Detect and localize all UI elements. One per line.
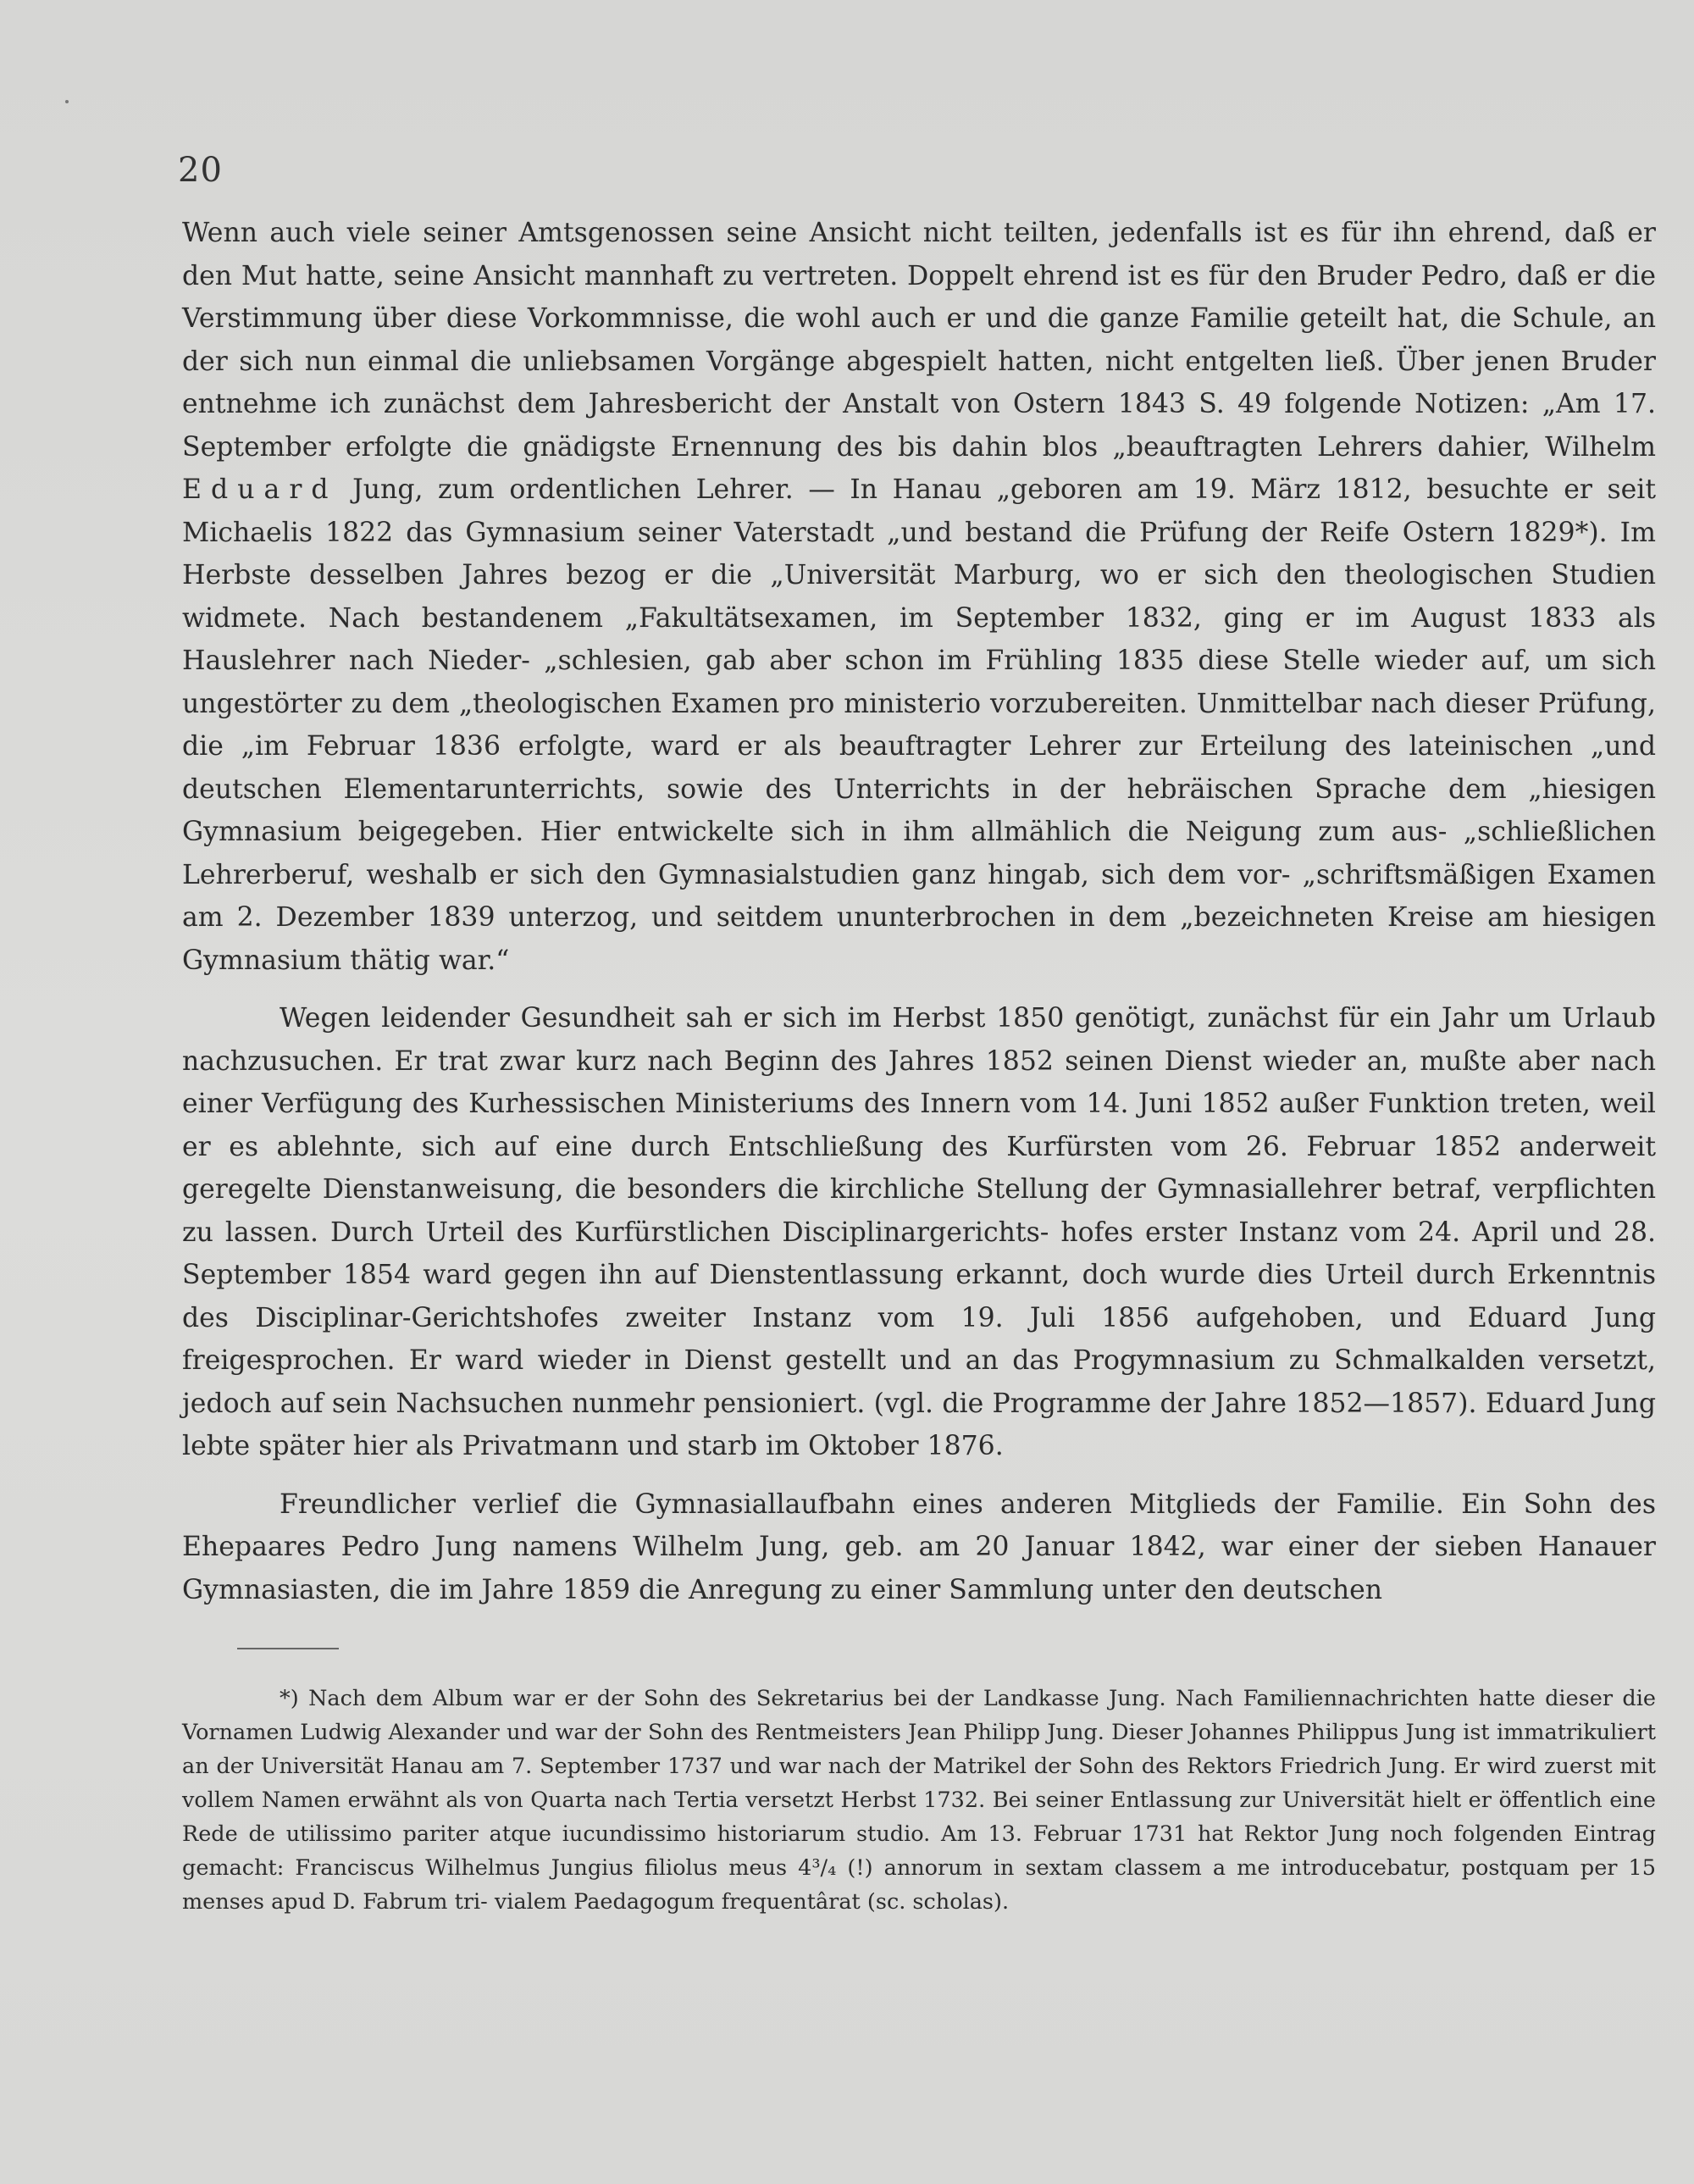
paragraph-1-part-1: Wenn auch viele seiner Amtsgenossen seine Ansicht nicht teilten, jedenfalls ist es für ihn ehrend, daß er den Mut hatte, seine Ansicht mannhaft zu vertreten. Doppelt ehrend ist es für den Bruder Pedro, daß er die Verstimmung über diese Vorkommnisse, die wohl auch er und die ganze Familie geteilt hat, die Schule, an der sich nun einmal die unliebsamen Vorgänge abgespielt hatten, nicht entgelten ließ. Über jenen Bruder entnehme ich zunächst dem Jahresbericht der Anstalt von Ostern 1843 S. 49 folgende Notizen: „Am 17. September erfolgte die gnädigste Ernennung des bis dahin blos „beauftragten Lehrers dahier, Wilhelm: [182, 218, 1656, 463]
spaced-name: Eduard: [182, 474, 338, 505]
paragraph-3: Freundlicher verlief die Gymnasiallaufbahn eines anderen Mitglieds der Familie. Ein Sohn des Ehepaares Pedro Jung namens Wilhelm Jung, geb. am 20 Januar 1842, war einer der sieben Hanauer Gymnasiasten, die im Jahre 1859 die Anregung zu einer Sammlung unter den deutschen: [182, 1488, 1656, 1605]
footnote: *) Nach dem Album war er der Sohn des Sekretarius bei der Landkasse Jung. Nach Familiennachrichten hatte dieser die Vornamen Ludwig Alexander und war der Sohn des Rentmeisters Jean Philipp Jung. Dieser Johannes Philippus Jung ist immatrikuliert an der Universität Hanau am 7. September 1737 und war nach der Matrikel der Sohn des Rektors Friedrich Jung. Er wird zuerst mit vollem Namen erwähnt als von Quarta nach Tertia versetzt Herbst 1732. Bei seiner Entlassung zur Universität hielt er öffentlich eine Rede de utilissimo pariter atque iucundissimo historiarum studio. Am 13. Februar 1731 hat Rektor Jung noch folgenden Eintrag gemacht: Franciscus Wilhelmus Jungius filiolus meus 4³/₄ (!) annorum in sextam classem a me introducebatur, postquam per 15 menses apud D. Fabrum tri- vialem Paedagogum frequentârat (sc. scholas).: [182, 1686, 1656, 1915]
page-number: 20: [178, 151, 223, 190]
paper-speck: [65, 100, 69, 103]
paragraph-1-part-2: Jung, zum ordentlichen Lehrer. — In Hanau „geboren am 19. März 1812, besuchte er seit Michaelis 1822 das Gymnasium seiner Vaterstadt „und bestand die Prüfung der Reife Ostern 1829*). Im Herbste desselben Jahres bezog er die „Universität Marburg, wo er sich den theologischen Studien widmete. Nach bestandenem „Fakultätsexamen, im September 1832, ging er im August 1833 als Hauslehrer nach Nieder- „schlesien, gab aber schon im Frühling 1835 diese Stelle wieder auf, um sich ungestörter zu dem „theologischen Examen pro ministerio vorzubereiten. Unmittelbar nach dieser Prüfung, die „im Februar 1836 erfolgte, ward er als beauftragter Lehrer zur Erteilung des lateinischen „und deutschen Elementarunterrichts, sowie des Unterrichts in der hebräischen Sprache dem „hiesigen Gymnasium beigegeben. Hier entwickelte sich in ihm allmählich die Neigung zum aus- „schließlichen Lehrerberuf, weshalb er sich den Gymnasialstudien ganz hingab, sich dem vor- „schriftsmäßigen Examen am 2. Dezember 1839 unterzog, und seitdem ununterbrochen in dem „bezeichneten Kreise am hiesigen Gymnasium thätig war.“: [182, 474, 1656, 976]
paragraph-2: Wegen leidender Gesundheit sah er sich im Herbst 1850 genötigt, zunächst für ein Jahr um Urlaub nachzusuchen. Er trat zwar kurz nach Beginn des Jahres 1852 seinen Dienst wieder an, mußte aber nach einer Verfügung des Kurhessischen Ministeriums des Innern vom 14. Juni 1852 außer Funktion treten, weil er es ablehnte, sich auf eine durch Entschließung des Kurfürsten vom 26. Februar 1852 anderweit geregelte Dienstanweisung, die besonders die kirchliche Stellung der Gymnasiallehrer betraf, verpflichten zu lassen. Durch Urteil des Kurfürstlichen Disciplinargerichts- hofes erster Instanz vom 24. April und 28. September 1854 ward gegen ihn auf Dienstentlassung erkannt, doch wurde dies Urteil durch Erkenntnis des Disciplinar-Gerichtshofes zweiter Instanz vom 19. Juli 1856 aufgehoben, und Eduard Jung freigesprochen. Er ward wieder in Dienst gestellt und an das Progymnasium zu Schmalkalden versetzt, jedoch auf sein Nachsuchen nunmehr pensioniert. (vgl. die Programme der Jahre 1852—1857). Eduard Jung lebte später hier als Privatmann und starb im Oktober 1876.: [182, 1003, 1656, 1461]
main-text: [182, 212, 1656, 1611]
footnote-divider: [237, 1648, 339, 1649]
paragraph-1: [182, 212, 1656, 982]
